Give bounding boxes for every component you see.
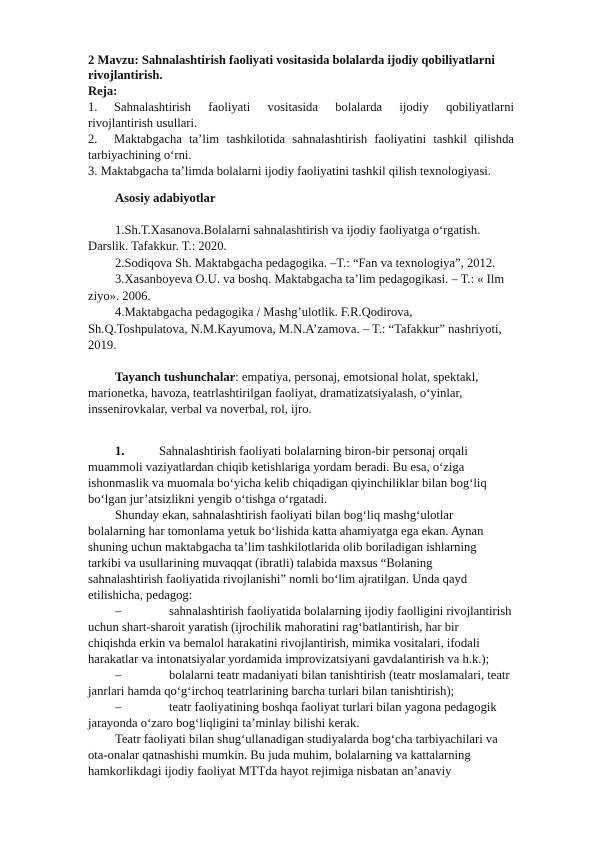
dash-bullet: – <box>115 700 122 714</box>
key-terms-label: Tayanch tushunchalar <box>115 370 236 384</box>
literature-line: Sh.Q.Toshpulatova, N.M.Kayumova, M.N.A’zamova. – T.: “Tafakkur” nashriyoti, <box>88 322 502 336</box>
body-line: ota-onalar qatnashishi mumkin. Bu juda muhim, bolalarning va kattalarning <box>88 748 471 762</box>
body-line: ishonmaslik va muomala bo‘yicha kelib chiqadigan qiyinchiliklar bilan bog‘liq <box>88 476 487 490</box>
dash-bullet: – <box>115 668 122 682</box>
literature-line: Darslik. Tafakkur. T.: 2020. <box>88 239 227 253</box>
plan-item-3 <box>88 164 516 179</box>
title-line-2: rivojlantirish. <box>88 68 163 82</box>
bullet-line: chiqishda erkin va bemalol harakatini rivojlantirish, mimika vositalari, ifodali <box>88 636 480 650</box>
literature-line: ziyo». 2006. <box>88 289 151 303</box>
key-terms-line: inssenirovkalar, verbal va noverbal, rol, ijro. <box>88 402 312 416</box>
plan-item-text: Sahnalashtirish faoliyati vositasida bolalarda ijodiy qobiliyatlarni <box>114 100 514 114</box>
plan-item-number: 2. <box>88 132 98 146</box>
body-line: Teatr faoliyati bilan shug‘ullanadigan studiyalarda bog‘cha tarbiyachilari va <box>115 732 498 746</box>
literature-heading: Asosiy adabiyotlar <box>115 191 216 205</box>
plan-item-number: 3. <box>88 164 98 178</box>
section-1-first-line <box>115 444 516 459</box>
plan-item-number: 1. <box>88 100 98 114</box>
literature-line: 2.Sodiqova Sh. Maktabgacha pedagogika. –T.: “Fan va texnologiya”, 2012. <box>115 256 496 270</box>
body-line: tarkibi va usullarining muvaqqat (ibratli) talabida maxsus “Bolaning <box>88 556 433 570</box>
body-line: muammoli vaziyatlardan chiqib ketishlariga yordam beradi. Bu esa, o‘ziga <box>88 460 465 474</box>
body-line: Shunday ekan, sahnalashtirish faoliyati bilan bog‘liq mashg‘ulotlar <box>115 508 454 522</box>
key-terms <box>115 370 516 385</box>
literature-line: 4.Maktabgacha pedagogika / Mashg’ulotlik. F.R.Qodirova, <box>115 305 413 319</box>
body-line: hamkorlikdagi ijodiy faoliyat MTTda hayot rejimiga nisbatan an’anaviy <box>88 764 452 778</box>
plan-item-1-cont: rivojlantirish usullari. <box>88 116 198 130</box>
plan-item-text: Maktabgacha ta’lim tashkilotida sahnalashtirish faoliyatini tashkil qilishda <box>114 132 514 146</box>
dash-bullet: – <box>115 604 122 618</box>
literature-line: 1.Sh.T.Xasanova.Bolalarni sahnalashtirish va ijodiy faoliyatga o‘rgatish. <box>115 223 481 237</box>
title-line-1: 2 Mavzu: Sahnalashtirish faoliyati vositasida bolalarda ijodiy qobiliyatlarni <box>88 53 495 67</box>
plan-item-2-cont: tarbiyachining o‘rni. <box>88 148 192 162</box>
key-terms-line: marionetka, havoza, teatrlashtirilgan faoliyat, dramatizatsiyalash, o‘yinlar, <box>88 386 463 400</box>
bullet-text: teatr faoliyatining boshqa faoliyat turlari bilan yagona pedagogik <box>169 700 497 714</box>
literature-line: 2019. <box>88 338 117 352</box>
bullet-item-3 <box>115 700 516 715</box>
reja-label: Reja: <box>88 84 118 98</box>
plan-item-2 <box>88 132 516 147</box>
body-line: bo‘lgan jur’atsizlikni yengib o‘tishga o‘rgatadi. <box>88 492 328 506</box>
plan-item-text: Maktabgacha ta’limda bolalarni ijodiy faoliyatini tashkil qilish texnologiyasi. <box>100 164 491 178</box>
literature-line: 3.Xasanboyeva O.U. va boshq. Maktabgacha ta’lim pedagogikasi. – T.: « Ilm <box>115 272 505 286</box>
bullet-line: jarayonda o‘zaro bog‘liqligini ta’minlay bilishi kerak. <box>88 716 360 730</box>
key-terms-text: : empatiya, personaj, emotsional holat, spektakl, <box>235 370 479 384</box>
body-line: etilishicha, pedagog: <box>88 588 193 602</box>
plan-item-1 <box>88 100 516 115</box>
body-line: Sahnalashtirish faoliyati bolalarning biron-bir personaj orqali <box>159 444 468 458</box>
body-line: sahnalashtirish faoliyatida rivojlanishi” nomli bo‘lim ajratilgan. Unda qayd <box>88 572 468 586</box>
bullet-line: janrlari hamda qo‘g‘irchoq teatrlarining barcha turlari bilan tanishtirish); <box>88 684 455 698</box>
bullet-line: uchun shart-sharoit yaratish (ijrochilik mahoratini rag‘batlantirish, har bir <box>88 620 459 634</box>
bullet-text: bolalarni teatr madaniyati bilan tanishtirish (teatr moslamalari, teatr <box>169 668 510 682</box>
body-line: shuning uchun maktabgacha ta’lim tashkilotlarida olib boriladigan ishlarning <box>88 540 477 554</box>
body-line: bolalarning har tomonlama yetuk bo‘lishida katta ahamiyatga ega ekan. Aynan <box>88 524 484 538</box>
bullet-text: sahnalashtirish faoliyatida bolalarning ijodiy faolligini rivojlantirish <box>169 604 512 618</box>
bullet-line: harakatlar va intonatsiyalar yordamida improvizatsiyani gavdalantirish va h.k.); <box>88 652 490 666</box>
bullet-item-2 <box>115 668 516 683</box>
section-number: 1. <box>115 444 125 458</box>
bullet-item-1 <box>115 604 516 619</box>
